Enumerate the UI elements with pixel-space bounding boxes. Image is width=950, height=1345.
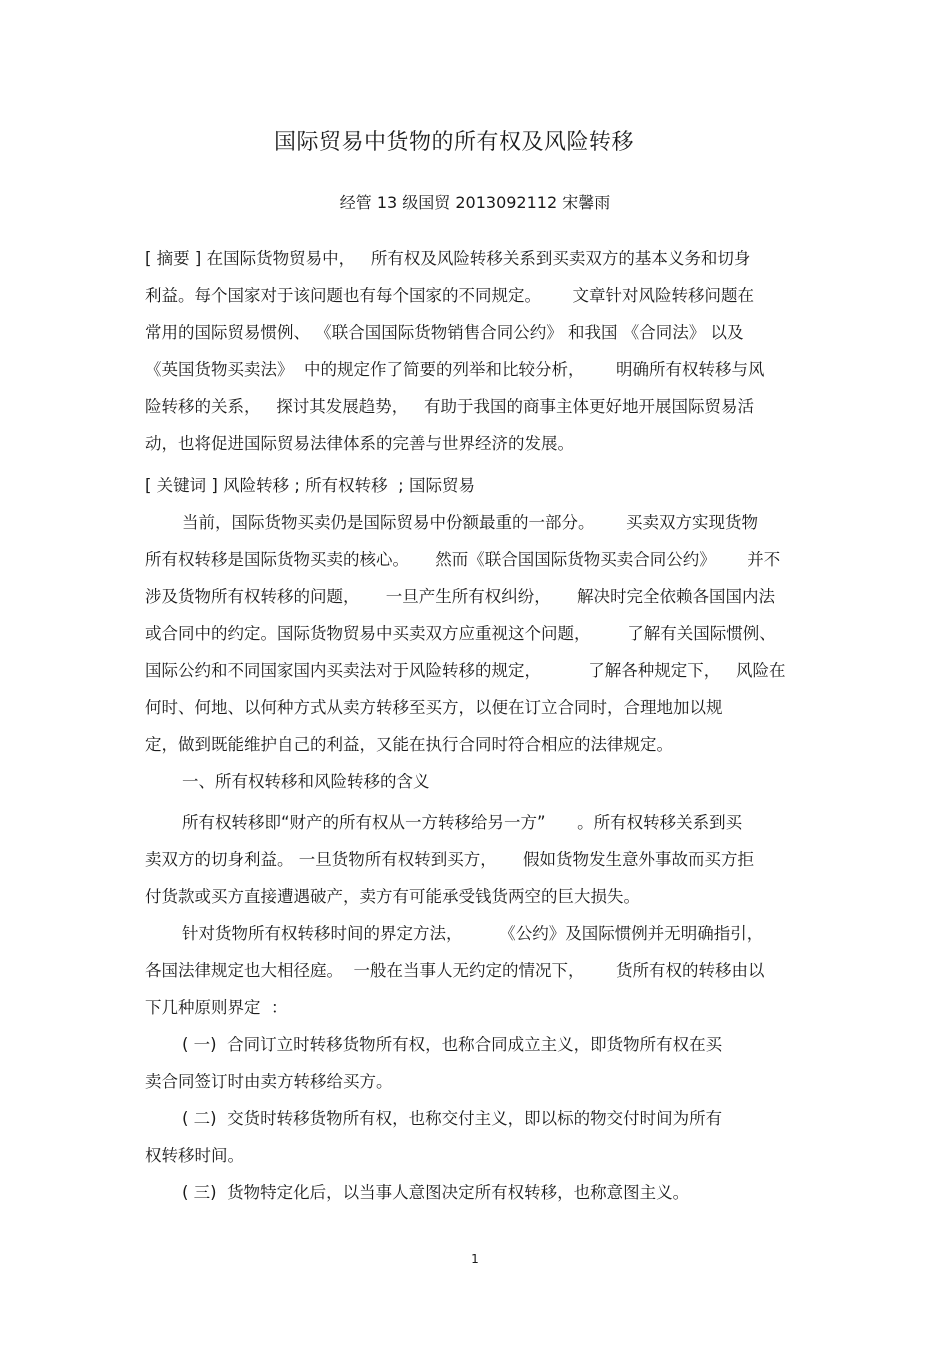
body-line-9: 卖双方的切身利益。 一旦货物所有权转到买方， 假如货物发生意外事故而买方拒 [145, 850, 754, 869]
abstract-line-2: 利益。每个国家对于该问题也有每个国家的不同规定。 文章针对风险转移问题在 [145, 286, 754, 305]
body-line-4: 或合同中的约定。国际货物贸易中买卖双方应重视这个问题， 了解有关国际惯例、 [145, 624, 776, 643]
abstract-line-4: 《英国货物买卖法》 中的规定作了简要的列举和比较分析， 明确所有权转移与风 [145, 360, 765, 379]
body-line-13: 下几种原则界定 ： [145, 998, 288, 1017]
abstract-line-6: 动，也将促进国际贸易法律体系的完善与世界经济的发展。 [145, 434, 574, 453]
body-line-6: 何时、何地、以何种方式从卖方转移至买方，以便在订立合同时，合理地加以规 [145, 698, 723, 717]
abstract-line-3: 常用的国际贸易惯例、 《联合国国际货物销售合同公约》 和我国 《合同法》 以及 [145, 323, 744, 342]
principle-1-line-1: ( 一) 合同订立时转移货物所有权，也称合同成立主义，即货物所有权在买 [182, 1035, 723, 1054]
body-line-1: 当前，国际货物买卖仍是国际贸易中份额最重的一部分。 买卖双方实现货物 [182, 513, 758, 532]
principle-1-line-2: 卖合同签订时由卖方转移给买方。 [145, 1072, 393, 1091]
author-line: 经管 13 级国贸 2013092112 宋馨雨 [339, 193, 611, 212]
body-line-11: 针对货物所有权转移时间的界定方法， 《公约》及国际惯例并无明确指引， [182, 924, 764, 943]
body-line-2: 所有权转移是国际货物买卖的核心。 然而《联合国国际货物买卖合同公约》 并不 [145, 550, 781, 569]
body-line-12: 各国法律规定也大相径庭。 一般在当事人无约定的情况下， 货所有权的转移由以 [145, 961, 765, 980]
abstract-line-1: [ 摘要 ] 在国际货物贸易中， 所有权及风险转移关系到买卖双方的基本义务和切身 [145, 249, 751, 268]
section-heading: 一、所有权转移和风险转移的含义 [182, 772, 430, 791]
abstract-line-5: 险转移的关系， 探讨其发展趋势， 有助于我国的商事主体更好地开展国际贸易活 [145, 397, 754, 416]
body-line-8: 所有权转移即“财产的所有权从一方转移给另一方” 。所有权转移关系到买 [182, 813, 743, 832]
principle-2-line-2: 权转移时间。 [145, 1146, 244, 1165]
body-line-5: 国际公约和不同国家国内买卖法对于风险转移的规定， 了解各种规定下， 风险在 [145, 661, 786, 680]
page-number: 1 [471, 1252, 479, 1266]
keywords-line: [ 关键词 ] 风险转移 ; 所有权转移 ; 国际贸易 [145, 476, 475, 495]
body-line-7: 定，做到既能维护自己的利益，又能在执行合同时符合相应的法律规定。 [145, 735, 673, 754]
body-line-3: 涉及货物所有权转移的问题， 一旦产生所有权纠纷， 解决时完全依赖各国国内法 [145, 587, 775, 606]
body-line-10: 付货款或买方直接遭遇破产，卖方有可能承受钱货两空的巨大损失。 [145, 887, 640, 906]
principle-2-line-1: ( 二) 交货时转移货物所有权，也称交付主义，即以标的物交付时间为所有 [182, 1109, 723, 1128]
document-title: 国际贸易中货物的所有权及风险转移 [273, 130, 634, 155]
principle-3-line-1: ( 三) 货物特定化后，以当事人意图决定所有权转移，也称意图主义。 [182, 1183, 690, 1202]
